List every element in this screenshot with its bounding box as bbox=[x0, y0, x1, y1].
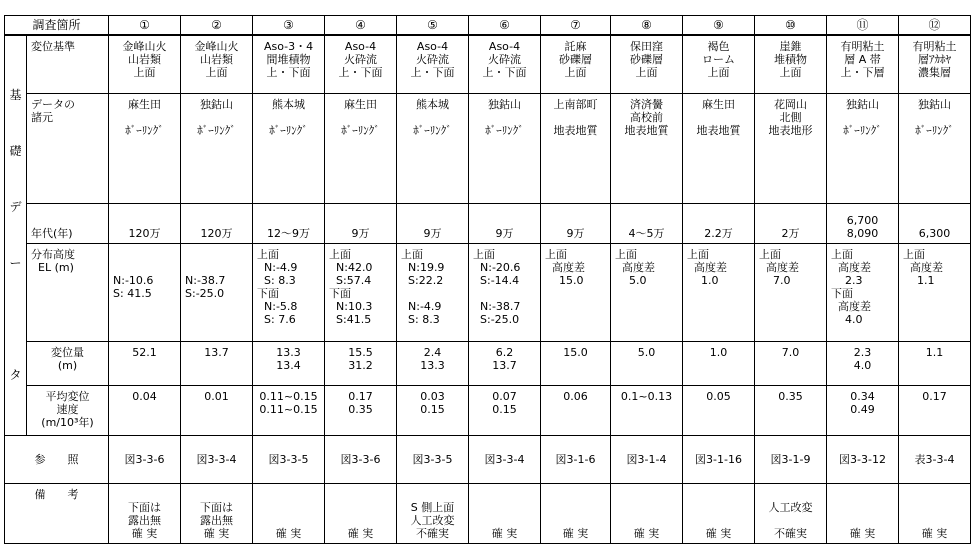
table-cell: 託麻 砂礫層 上面 bbox=[541, 35, 611, 93]
table-cell: 確 実 bbox=[611, 483, 683, 543]
table-cell: 0.17 0.35 bbox=[325, 385, 397, 435]
table-cell: 上面 N:42.0 S:57.4 下面 N:10.3 S:41.5 bbox=[325, 243, 397, 341]
row-rate bbox=[5, 385, 971, 435]
column-header: ⑩ bbox=[755, 16, 827, 36]
column-header: ④ bbox=[325, 16, 397, 36]
row-remarks bbox=[5, 483, 971, 543]
table-cell: 崖錐 堆積物 上面 bbox=[755, 35, 827, 93]
table-cell: 上南部町 地表地質 bbox=[541, 93, 611, 203]
row-reference bbox=[5, 435, 971, 483]
table-cell: 2.2万 bbox=[683, 203, 755, 243]
row-label: 平均変位 速度 (m/10³年) bbox=[27, 385, 109, 435]
table-cell: 図3-1-16 bbox=[683, 435, 755, 483]
table-cell: 確 実 bbox=[899, 483, 971, 543]
table-cell: 上面 高度差 5.0 bbox=[611, 243, 683, 341]
row-displacement bbox=[5, 341, 971, 385]
table-cell: 0.34 0.49 bbox=[827, 385, 899, 435]
column-header: ① bbox=[109, 16, 181, 36]
table-cell: 熊本城 ﾎﾞｰﾘﾝｸﾞ bbox=[397, 93, 469, 203]
table-cell: 下面は 露出無 確 実 bbox=[181, 483, 253, 543]
table-cell: 図3-3-4 bbox=[181, 435, 253, 483]
table-cell: 褐色 ローム 上面 bbox=[683, 35, 755, 93]
row-label: 変位基準 bbox=[27, 35, 109, 93]
table-cell: 有明粘土 層 A 帯 上・下層 bbox=[827, 35, 899, 93]
table-cell: 6,700 8,090 bbox=[827, 203, 899, 243]
table-cell: 上面 N:-4.9 S: 8.3 下面 N:-5.8 S: 7.6 bbox=[253, 243, 325, 341]
column-header: ⑧ bbox=[611, 16, 683, 36]
table-cell: 図3-3-4 bbox=[469, 435, 541, 483]
table-cell: 9万 bbox=[397, 203, 469, 243]
row-label: 参 照 bbox=[5, 435, 109, 483]
row-label: 分布高度 EL (m) bbox=[27, 243, 109, 341]
table-cell: 9万 bbox=[469, 203, 541, 243]
table-cell: Aso-4 火砕流 上・下面 bbox=[325, 35, 397, 93]
side-label: 基 礎 デ ー タ bbox=[5, 35, 27, 435]
column-header: ⑪ bbox=[827, 16, 899, 36]
table-cell: 独鈷山 ﾎﾞｰﾘﾝｸﾞ bbox=[899, 93, 971, 203]
table-cell: 12～9万 bbox=[253, 203, 325, 243]
column-header: ② bbox=[181, 16, 253, 36]
column-header: ⑥ bbox=[469, 16, 541, 36]
table-cell: 120万 bbox=[181, 203, 253, 243]
table-cell: 麻生田 ﾎﾞｰﾘﾝｸﾞ bbox=[325, 93, 397, 203]
table-cell: 0.1~0.13 bbox=[611, 385, 683, 435]
table-cell: 上面 高度差 7.0 bbox=[755, 243, 827, 341]
table-cell: 表3-3-4 bbox=[899, 435, 971, 483]
table-cell: 0.06 bbox=[541, 385, 611, 435]
table-cell: 上面 N:-20.6 S:-14.4 N:-38.7 S:-25.0 bbox=[469, 243, 541, 341]
column-header: ③ bbox=[253, 16, 325, 36]
table-cell: 金峰山火 山岩類 上面 bbox=[109, 35, 181, 93]
table-cell: 下面は 露出無 確 実 bbox=[109, 483, 181, 543]
row-age bbox=[5, 203, 971, 243]
table-cell: 上面 高度差 15.0 bbox=[541, 243, 611, 341]
table-cell: 13.3 13.4 bbox=[253, 341, 325, 385]
table-cell: 図3-3-5 bbox=[397, 435, 469, 483]
row-basis bbox=[5, 35, 971, 93]
table-cell: 0.05 bbox=[683, 385, 755, 435]
row-label: 年代(年) bbox=[27, 203, 109, 243]
table-cell: 独鈷山 ﾎﾞｰﾘﾝｸﾞ bbox=[827, 93, 899, 203]
table-cell: 上面 高度差 2.3 下面 高度差 4.0 bbox=[827, 243, 899, 341]
row-label: 備 考 bbox=[5, 483, 109, 543]
table-cell: 独鈷山 ﾎﾞｰﾘﾝｸﾞ bbox=[469, 93, 541, 203]
table-cell: 9万 bbox=[541, 203, 611, 243]
table-cell: Aso-4 火砕流 上・下面 bbox=[469, 35, 541, 93]
table-cell: N:-10.6 S: 41.5 bbox=[109, 243, 181, 341]
table-cell: 麻生田 地表地質 bbox=[683, 93, 755, 203]
table-cell: 図3-1-4 bbox=[611, 435, 683, 483]
column-header: ⑦ bbox=[541, 16, 611, 36]
table-cell: 図3-3-6 bbox=[109, 435, 181, 483]
table-cell: 7.0 bbox=[755, 341, 827, 385]
table-cell: 2.4 13.3 bbox=[397, 341, 469, 385]
table-cell: Aso-4 火砕流 上・下面 bbox=[397, 35, 469, 93]
table-cell: 上面 N:19.9 S:22.2 N:-4.9 S: 8.3 bbox=[397, 243, 469, 341]
table-cell: 0.11~0.15 0.11~0.15 bbox=[253, 385, 325, 435]
table-cell: 済済黌 高校前 地表地質 bbox=[611, 93, 683, 203]
table-cell: 4～5万 bbox=[611, 203, 683, 243]
column-header: ⑤ bbox=[397, 16, 469, 36]
table-cell: 9万 bbox=[325, 203, 397, 243]
table-cell: 図3-1-9 bbox=[755, 435, 827, 483]
table-cell: 確 実 bbox=[683, 483, 755, 543]
table-cell: 確 実 bbox=[253, 483, 325, 543]
table-cell: 保田窪 砂礫層 上面 bbox=[611, 35, 683, 93]
row-elevation bbox=[5, 243, 971, 341]
table-cell: 120万 bbox=[109, 203, 181, 243]
table-cell: 6,300 bbox=[899, 203, 971, 243]
table-cell: 確 実 bbox=[827, 483, 899, 543]
table-cell: 6.2 13.7 bbox=[469, 341, 541, 385]
table-cell: 1.1 bbox=[899, 341, 971, 385]
column-header: ⑨ bbox=[683, 16, 755, 36]
table-cell: 15.5 31.2 bbox=[325, 341, 397, 385]
table-cell: 金峰山火 山岩類 上面 bbox=[181, 35, 253, 93]
table-cell: 上面 高度差 1.1 bbox=[899, 243, 971, 341]
table-cell: 確 実 bbox=[469, 483, 541, 543]
table-cell: 確 実 bbox=[325, 483, 397, 543]
corner-label: 調査箇所 bbox=[5, 16, 109, 36]
table-cell: 熊本城 ﾎﾞｰﾘﾝｸﾞ bbox=[253, 93, 325, 203]
table-cell: 0.03 0.15 bbox=[397, 385, 469, 435]
table-cell: 独鈷山 ﾎﾞｰﾘﾝｸﾞ bbox=[181, 93, 253, 203]
table-cell: 図3-1-6 bbox=[541, 435, 611, 483]
table-cell: 52.1 bbox=[109, 341, 181, 385]
row-data-source bbox=[5, 93, 971, 203]
table-cell: 花岡山 北側 地表地形 bbox=[755, 93, 827, 203]
table-cell: 13.7 bbox=[181, 341, 253, 385]
row-label: データの 諸元 bbox=[27, 93, 109, 203]
table-cell: 2万 bbox=[755, 203, 827, 243]
table-cell: 図3-3-5 bbox=[253, 435, 325, 483]
table-cell: 有明粘土 層ｱｶﾎﾔ 濃集層 bbox=[899, 35, 971, 93]
table-cell: 図3-3-12 bbox=[827, 435, 899, 483]
table-cell: 上面 高度差 1.0 bbox=[683, 243, 755, 341]
row-label: 変位量 (m) bbox=[27, 341, 109, 385]
table-cell: 人工改変 不確実 bbox=[755, 483, 827, 543]
table-cell: 1.0 bbox=[683, 341, 755, 385]
table-cell: 15.0 bbox=[541, 341, 611, 385]
fault-displacement-table bbox=[4, 15, 971, 544]
table-cell: 0.17 bbox=[899, 385, 971, 435]
table-cell: 5.0 bbox=[611, 341, 683, 385]
header-row bbox=[5, 16, 971, 36]
table-cell: N:-38.7 S:-25.0 bbox=[181, 243, 253, 341]
table-cell: 0.01 bbox=[181, 385, 253, 435]
table-cell: 麻生田 ﾎﾞｰﾘﾝｸﾞ bbox=[109, 93, 181, 203]
table-cell: 2.3 4.0 bbox=[827, 341, 899, 385]
table-cell: 0.07 0.15 bbox=[469, 385, 541, 435]
table-cell: 0.04 bbox=[109, 385, 181, 435]
table-cell: 確 実 bbox=[541, 483, 611, 543]
table-cell: Aso-3・4 間堆積物 上・下面 bbox=[253, 35, 325, 93]
table-cell: 図3-3-6 bbox=[325, 435, 397, 483]
column-header: ⑫ bbox=[899, 16, 971, 36]
table-cell: S 側上面 人工改変 不確実 bbox=[397, 483, 469, 543]
table-cell: 0.35 bbox=[755, 385, 827, 435]
